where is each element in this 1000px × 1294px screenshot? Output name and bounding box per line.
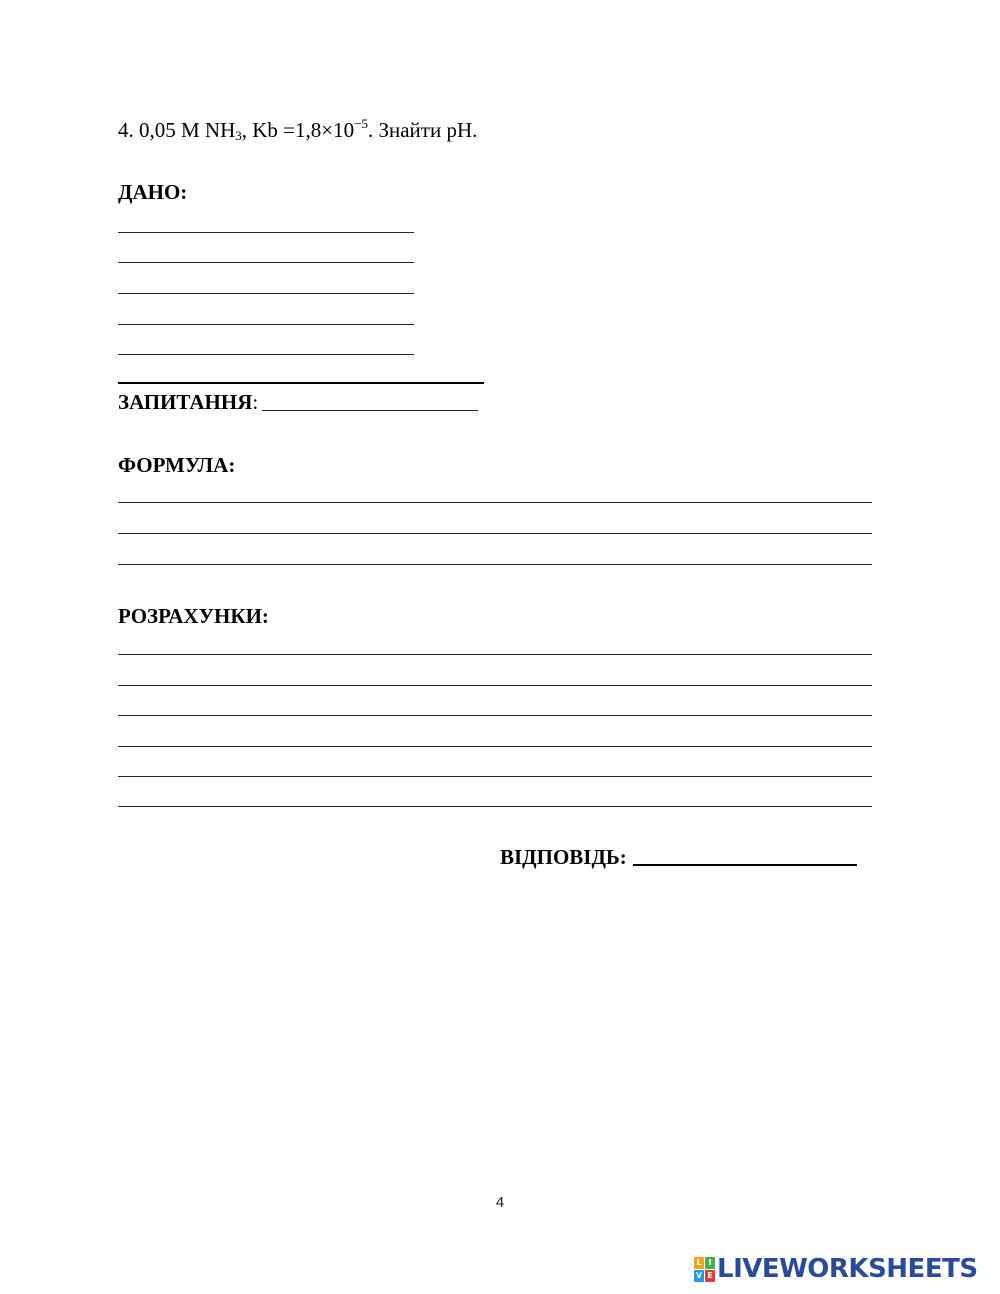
question-row (118, 390, 478, 415)
question-answer-line[interactable] (262, 392, 478, 411)
given-line-5[interactable] (118, 354, 414, 355)
given-line-1[interactable] (118, 232, 414, 233)
given-line-4[interactable] (118, 324, 414, 325)
logo-letter-l: L (694, 1257, 704, 1269)
given-line-3[interactable] (118, 293, 414, 294)
problem-superscript: −5 (354, 116, 368, 131)
problem-statement (118, 116, 477, 144)
liveworksheets-wordmark: LIVEWORKSHEETS (717, 1254, 978, 1284)
logo-letter-v: V (695, 1271, 703, 1280)
given-heading: ДАНО: (118, 180, 188, 204)
problem-middle: , Kb =1,8×10 (241, 118, 355, 142)
formula-line-3[interactable] (118, 564, 872, 565)
calculation-line-5[interactable] (118, 776, 872, 777)
calculations-heading: РОЗРАХУНКИ: (118, 604, 269, 628)
calculation-line-3[interactable] (118, 715, 872, 716)
logo-letter-e: E (705, 1270, 715, 1282)
question-heading: ЗАПИТАННЯ (118, 390, 253, 414)
logo-letter-i: I (705, 1257, 715, 1269)
problem-prefix: 4. 0,05 M NH (118, 118, 236, 142)
calculation-line-1[interactable] (118, 654, 872, 655)
problem-subscript: 3 (235, 128, 242, 143)
formula-heading: ФОРМУЛА: (118, 453, 236, 477)
given-separator-line (118, 382, 484, 384)
answer-row (500, 845, 857, 870)
liveworksheets-logo (694, 1254, 978, 1284)
problem-suffix: . Знайти pH. (367, 118, 478, 142)
formula-line-1[interactable] (118, 502, 872, 503)
calculation-line-4[interactable] (118, 746, 872, 747)
answer-heading: ВІДПОВІДЬ: (500, 845, 627, 869)
liveworksheets-icon (694, 1257, 714, 1281)
calculation-line-2[interactable] (118, 685, 872, 686)
page-number: 4 (495, 1194, 505, 1211)
calculation-line-6[interactable] (118, 806, 872, 807)
formula-line-2[interactable] (118, 533, 872, 534)
given-line-2[interactable] (118, 262, 414, 263)
answer-line[interactable] (633, 846, 857, 866)
question-colon: : (252, 390, 259, 414)
